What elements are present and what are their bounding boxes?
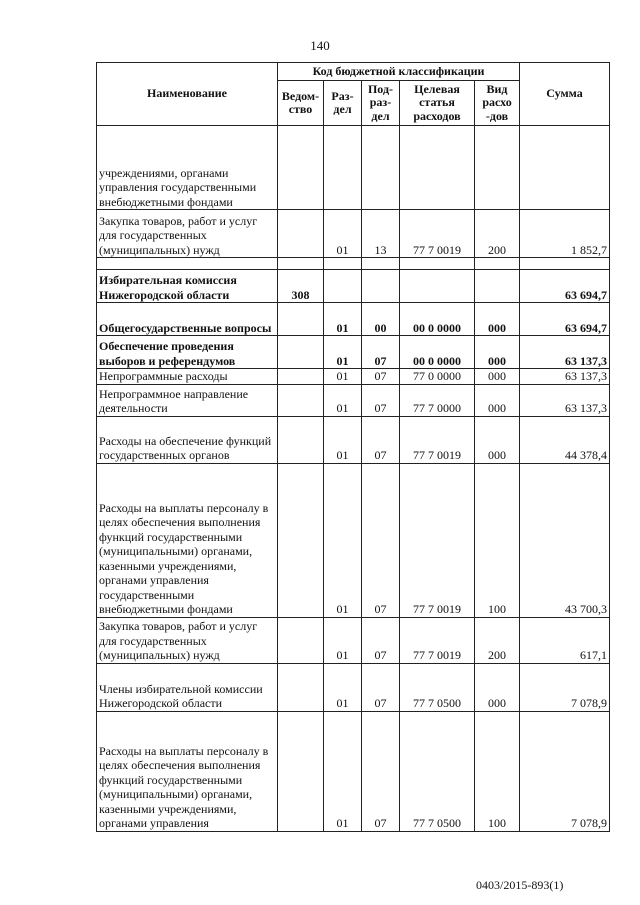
row-podrazdel: 07 — [362, 384, 400, 416]
row-csr: 77 7 0500 — [400, 711, 475, 831]
row-name: Общегосударственные вопросы — [97, 303, 278, 336]
row-csr: 77 7 0000 — [400, 384, 475, 416]
row-podrazdel: 13 — [362, 210, 400, 258]
row-podrazdel: 07 — [362, 369, 400, 385]
row-vid: 100 — [475, 711, 520, 831]
row-name: Расходы на выплаты персоналу в целях обеспечения выполнения функций государственными (муниципальными) органами, казенными учреждениями, органами управления — [97, 711, 278, 831]
table-row — [97, 210, 610, 258]
row-vid: 200 — [475, 617, 520, 663]
row-vid: 000 — [475, 303, 520, 336]
row-vedomstvo — [278, 384, 324, 416]
row-sum: 7 078,9 — [520, 663, 610, 711]
row-sum: 617,1 — [520, 617, 610, 663]
row-podrazdel: 07 — [362, 336, 400, 369]
row-sum — [520, 126, 610, 210]
row-razdel: 01 — [324, 369, 362, 385]
row-podrazdel — [362, 258, 400, 270]
row-vedomstvo — [278, 126, 324, 210]
row-name: учреждениями, органами управления государственными внебюджетными фондами — [97, 126, 278, 210]
row-sum: 63 137,3 — [520, 336, 610, 369]
row-csr: 77 7 0019 — [400, 617, 475, 663]
row-sum: 44 378,4 — [520, 416, 610, 463]
row-csr — [400, 270, 475, 303]
table-row — [97, 416, 610, 463]
page-number: 140 — [310, 38, 330, 53]
row-name: Избирательная комиссия Нижегородской области — [97, 270, 278, 303]
table-row — [97, 463, 610, 617]
row-podrazdel: 07 — [362, 416, 400, 463]
row-vedomstvo — [278, 258, 324, 270]
header-code-group: Код бюджетной классификации — [278, 63, 520, 81]
row-podrazdel — [362, 270, 400, 303]
row-podrazdel: 07 — [362, 617, 400, 663]
table-row — [97, 617, 610, 663]
header-podrazdel: Под-раз-дел — [362, 81, 400, 126]
table-row — [97, 126, 610, 210]
row-razdel — [324, 126, 362, 210]
row-podrazdel: 07 — [362, 663, 400, 711]
header-sum: Сумма — [520, 63, 610, 126]
row-vid: 000 — [475, 416, 520, 463]
row-sum: 43 700,3 — [520, 463, 610, 617]
row-name: Обеспечение проведения выборов и референдумов — [97, 336, 278, 369]
budget-table — [96, 62, 610, 832]
row-name: Закупка товаров, работ и услуг для государственных (муниципальных) нужд — [97, 210, 278, 258]
row-csr — [400, 126, 475, 210]
row-vedomstvo — [278, 463, 324, 617]
table-row — [97, 303, 610, 336]
budget-table-body — [97, 126, 610, 832]
row-razdel — [324, 270, 362, 303]
row-name: Расходы на обеспечение функций государственных органов — [97, 416, 278, 463]
row-csr: 77 7 0500 — [400, 663, 475, 711]
row-vedomstvo — [278, 336, 324, 369]
row-vedomstvo — [278, 711, 324, 831]
row-sum — [520, 258, 610, 270]
row-name: Закупка товаров, работ и услуг для государственных (муниципальных) нужд — [97, 617, 278, 663]
row-vid — [475, 270, 520, 303]
header-csr: Целевая статья расходов — [400, 81, 475, 126]
row-csr: 77 7 0019 — [400, 416, 475, 463]
row-csr: 00 0 0000 — [400, 336, 475, 369]
row-vedomstvo — [278, 210, 324, 258]
row-sum: 7 078,9 — [520, 711, 610, 831]
header-name: Наименование — [97, 63, 278, 126]
header-razdel: Раз-дел — [324, 81, 362, 126]
row-csr: 00 0 0000 — [400, 303, 475, 336]
row-vedomstvo — [278, 303, 324, 336]
row-sum: 63 694,7 — [520, 303, 610, 336]
row-vid: 200 — [475, 210, 520, 258]
row-podrazdel: 07 — [362, 711, 400, 831]
row-csr: 77 7 0019 — [400, 463, 475, 617]
row-podrazdel: 07 — [362, 463, 400, 617]
row-vid: 000 — [475, 384, 520, 416]
row-vid — [475, 126, 520, 210]
row-vid: 000 — [475, 369, 520, 385]
row-razdel: 01 — [324, 384, 362, 416]
table-row — [97, 270, 610, 303]
row-razdel: 01 — [324, 617, 362, 663]
row-razdel: 01 — [324, 416, 362, 463]
row-name — [97, 258, 278, 270]
header-vedomstvo: Ведом-ство — [278, 81, 324, 126]
row-razdel: 01 — [324, 711, 362, 831]
row-vedomstvo — [278, 416, 324, 463]
row-sum: 63 137,3 — [520, 369, 610, 385]
table-row — [97, 384, 610, 416]
row-vid: 000 — [475, 336, 520, 369]
row-vedomstvo — [278, 663, 324, 711]
row-razdel: 01 — [324, 463, 362, 617]
row-razdel — [324, 258, 362, 270]
document-code: 0403/2015-893(1) — [476, 878, 564, 892]
table-row — [97, 336, 610, 369]
table-row — [97, 711, 610, 831]
table-row — [97, 663, 610, 711]
row-vid — [475, 258, 520, 270]
row-vid: 000 — [475, 663, 520, 711]
table-row — [97, 369, 610, 385]
row-name: Расходы на выплаты персоналу в целях обеспечения выполнения функций государственными (муниципальными) органами, казенными учреждениями, органами управления государственными внебюджетными фондами — [97, 463, 278, 617]
row-podrazdel: 00 — [362, 303, 400, 336]
header-vid: Вид расхо -дов — [475, 81, 520, 126]
row-razdel: 01 — [324, 303, 362, 336]
row-sum: 63 694,7 — [520, 270, 610, 303]
table-row — [97, 258, 610, 270]
row-csr: 77 7 0019 — [400, 210, 475, 258]
row-csr: 77 0 0000 — [400, 369, 475, 385]
row-vedomstvo — [278, 617, 324, 663]
row-vedomstvo — [278, 369, 324, 385]
row-razdel: 01 — [324, 210, 362, 258]
row-vedomstvo: 308 — [278, 270, 324, 303]
row-razdel: 01 — [324, 663, 362, 711]
row-podrazdel — [362, 126, 400, 210]
row-csr — [400, 258, 475, 270]
row-vid: 100 — [475, 463, 520, 617]
row-sum: 63 137,3 — [520, 384, 610, 416]
row-name: Члены избирательной комиссии Нижегородской области — [97, 663, 278, 711]
row-sum: 1 852,7 — [520, 210, 610, 258]
row-razdel: 01 — [324, 336, 362, 369]
row-name: Непрограммные расходы — [97, 369, 278, 385]
row-name: Непрограммное направление деятельности — [97, 384, 278, 416]
